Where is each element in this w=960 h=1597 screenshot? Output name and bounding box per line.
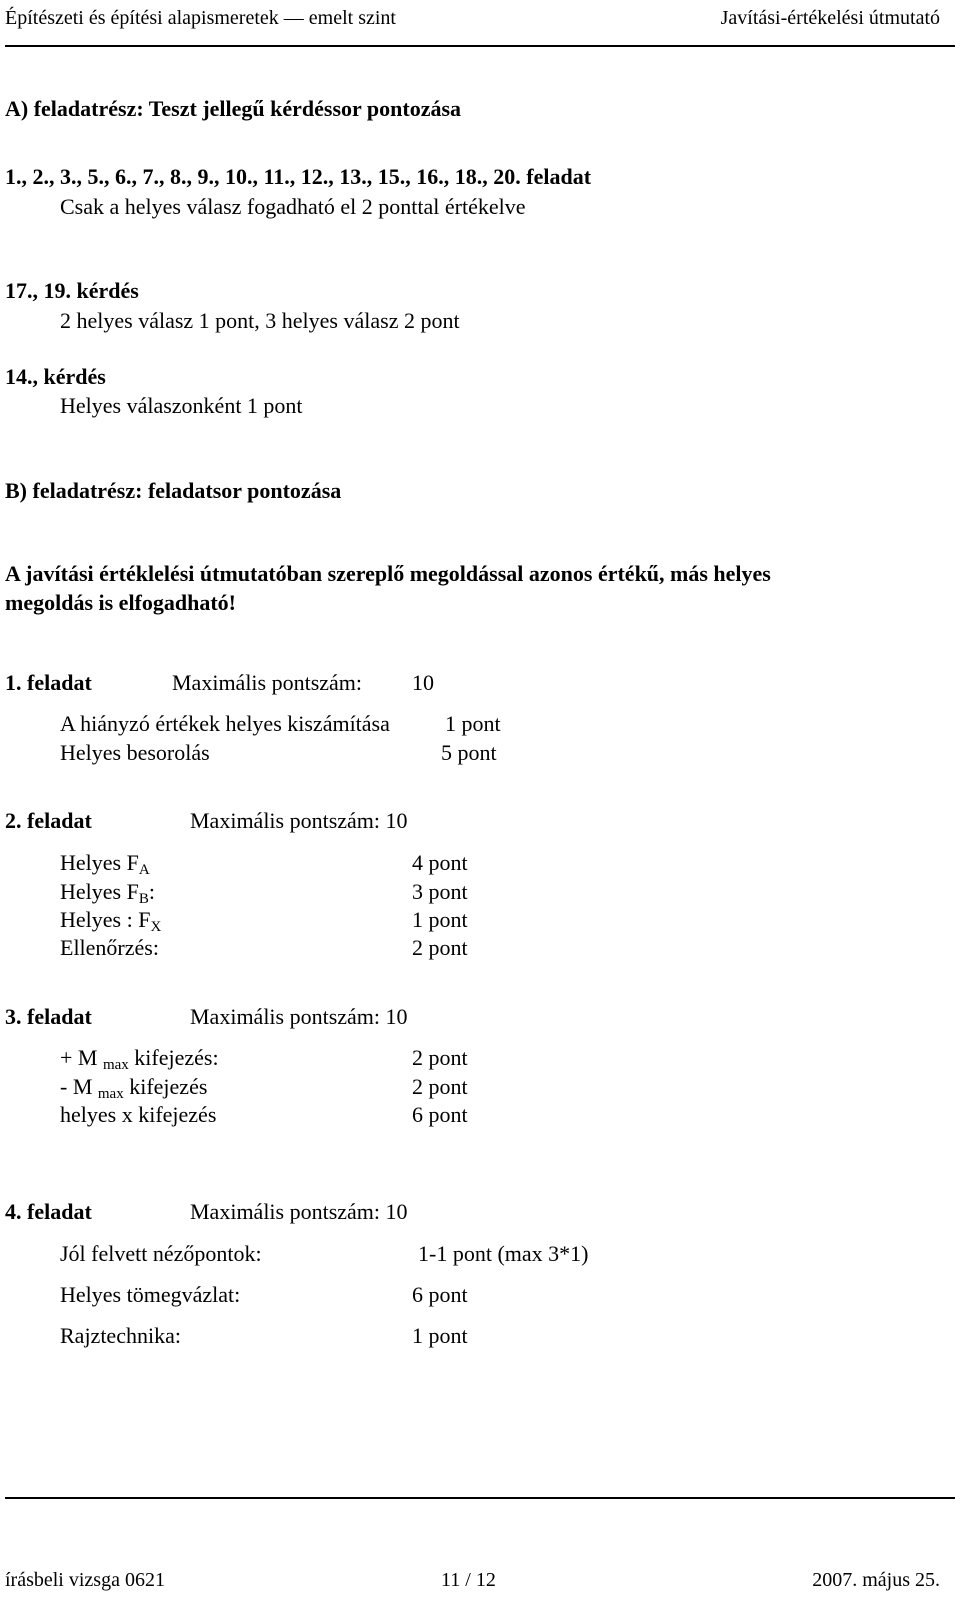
task3-row-text: helyes x kifejezés	[60, 1102, 217, 1127]
header-rule	[5, 45, 955, 47]
task4-row-points: 1 pont	[412, 1323, 468, 1348]
task1-title: 1. feladat	[5, 670, 92, 695]
group1-title: 1., 2., 3., 5., 6., 7., 8., 9., 10., 11., 12., 13., 15., 16., 18., 20. feladat	[5, 164, 592, 189]
task2-row-text: Ellenőrzés:	[60, 935, 159, 960]
task2-row-text: Helyes F	[60, 879, 139, 904]
task2-row-subscript: A	[138, 862, 150, 878]
group3-text: Helyes válaszonként 1 pont	[60, 393, 303, 418]
task4-title: 4. feladat	[5, 1199, 92, 1224]
task2-row-label	[60, 937, 159, 959]
task2-row-points: 1 pont	[412, 907, 468, 932]
task2-row-suffix: :	[148, 879, 155, 904]
group3-title-rest: , kérdés	[32, 364, 106, 389]
task1-row-points: 1 pont	[445, 711, 501, 736]
footer-exam-id: írásbeli vizsga 0621	[5, 1569, 165, 1591]
task3-row-label	[60, 1104, 216, 1126]
task3-row-suffix: kifejezés:	[128, 1045, 219, 1070]
task2-title: 2. feladat	[5, 808, 92, 833]
footer-page-number: 11 / 12	[441, 1569, 496, 1591]
task2-max-label: Maximális pontszám: 10	[190, 808, 408, 833]
group2-title: 17., 19. kérdés	[5, 278, 139, 303]
task3-max-label: Maximális pontszám: 10	[190, 1004, 408, 1029]
task1-max-value: 10	[412, 670, 434, 695]
task2-row-text: Helyes F	[60, 850, 139, 875]
task4-row-points: 6 pont	[412, 1282, 468, 1307]
task3-row-label	[60, 1045, 219, 1073]
task1-row-label: Helyes besorolás	[60, 740, 210, 765]
task3-title: 3. feladat	[5, 1004, 92, 1029]
task2-row-text: Helyes : F	[60, 907, 151, 932]
task4-row-label: Jól felvett nézőpontok:	[60, 1241, 262, 1266]
group3-title	[5, 366, 106, 388]
task4-max-label: Maximális pontszám: 10	[190, 1199, 408, 1224]
task3-row-suffix: kifejezés	[123, 1074, 208, 1099]
part-b-title: B) feladatrész: feladatsor pontozása	[5, 478, 342, 503]
task3-row-text: + M	[60, 1045, 103, 1070]
task1-row-points: 5 pont	[441, 740, 497, 765]
header-doc-type: Javítási-értékelési útmutató	[720, 7, 940, 29]
task2-row-subscript: B	[138, 891, 149, 907]
task4-row-points: 1-1 pont (max 3*1)	[418, 1241, 589, 1266]
task1-max-label: Maximális pontszám:	[172, 670, 363, 695]
task3-row-label	[60, 1074, 208, 1102]
task2-row-label	[60, 879, 155, 907]
task4-row-label: Helyes tömegvázlat:	[60, 1282, 241, 1307]
task2-row-points: 4 pont	[412, 850, 468, 875]
group1-text: Csak a helyes válasz fogadható el 2 ponttal értékelve	[60, 194, 526, 219]
task2-row-label	[60, 907, 162, 935]
task1-row-label: A hiányzó értékek helyes kiszámítása	[60, 711, 390, 736]
task2-row-points: 3 pont	[412, 879, 468, 904]
part-a-title: A) feladatrész: Teszt jellegű kérdéssor pontozása	[5, 96, 462, 121]
task3-row-subscript: max	[97, 1086, 124, 1102]
task3-row-subscript: max	[102, 1057, 129, 1073]
group3-title-number: 14.	[5, 364, 33, 389]
group2-text: 2 helyes válasz 1 pont, 3 helyes válasz 2 pont	[60, 308, 460, 333]
task2-row-subscript: X	[150, 919, 162, 935]
header-title: Építészeti és építési alapismeretek — emelt szint	[5, 7, 396, 29]
task3-row-points: 6 pont	[412, 1102, 468, 1127]
task3-row-points: 2 pont	[412, 1045, 468, 1070]
task4-row-label: Rajztechnika:	[60, 1323, 181, 1348]
footer-date: 2007. május 25.	[812, 1569, 940, 1591]
footer-rule	[5, 1497, 955, 1499]
task3-row-points: 2 pont	[412, 1074, 468, 1099]
task3-row-text: - M	[60, 1074, 98, 1099]
task2-row-label	[60, 850, 150, 878]
part-b-note-line2: megoldás is elfogadható!	[5, 590, 236, 615]
task2-row-points: 2 pont	[412, 935, 468, 960]
part-b-note-line1: A javítási értéklelési útmutatóban szereplő megoldással azonos értékű, más helyes	[5, 561, 771, 586]
